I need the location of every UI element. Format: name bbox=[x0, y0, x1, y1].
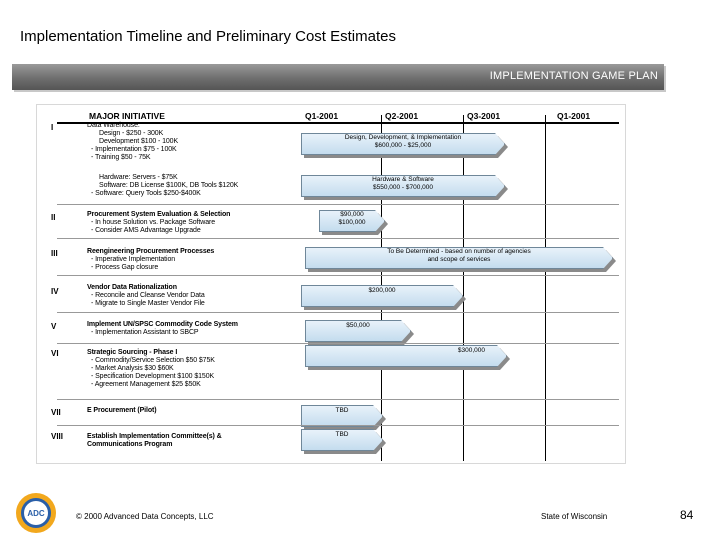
initiative-detail: - Imperative Implementation bbox=[91, 256, 176, 263]
client-name: State of Wisconsin bbox=[541, 512, 608, 521]
initiative-detail: Software: DB License $100K, DB Tools $120K bbox=[99, 182, 239, 189]
row-number: IV bbox=[51, 287, 59, 296]
timeline-bar bbox=[305, 345, 507, 367]
adc-logo bbox=[14, 491, 58, 535]
initiative-detail: Hardware: Servers - $75K bbox=[99, 174, 178, 181]
bar-amount: and scope of services bbox=[427, 256, 491, 263]
bar-label: $90,000 bbox=[340, 211, 364, 218]
initiative-title: Procurement System Evaluation & Selection bbox=[87, 211, 231, 218]
initiative-detail: - Implementation $75 - 100K bbox=[91, 146, 177, 153]
initiative-detail: Design - $250 - 300K bbox=[99, 130, 164, 137]
initiative-detail: - Training $50 - 75K bbox=[91, 154, 151, 161]
header-q1: Q1-2001 bbox=[305, 111, 339, 121]
bar-label: To Be Determined - based on number of agencies bbox=[387, 248, 531, 255]
initiative-detail: - Agreement Management $25 $50K bbox=[91, 381, 201, 388]
bar-amount: $600,000 - $25,000 bbox=[374, 142, 432, 149]
initiative-detail: - In house Solution vs. Package Software bbox=[91, 219, 216, 226]
bar-label: Hardware & Software bbox=[372, 176, 434, 183]
row-divider bbox=[57, 425, 619, 426]
header-rule bbox=[57, 122, 619, 124]
row-number: I bbox=[51, 123, 54, 132]
initiative-detail: - Commodity/Service Selection $50 $75K bbox=[91, 357, 215, 364]
initiative-title: Establish Implementation Committee(s) & bbox=[87, 433, 222, 440]
initiative-detail: - Consider AMS Advantage Upgrade bbox=[91, 227, 201, 234]
row-divider bbox=[57, 399, 619, 400]
initiative-title: Strategic Sourcing - Phase I bbox=[87, 349, 178, 356]
timeline-bar bbox=[305, 247, 613, 269]
header-q4: Q1-2001 bbox=[557, 111, 591, 121]
initiative-detail: - Migrate to Single Master Vendor File bbox=[91, 300, 205, 307]
initiative-title: Data Warehouse: bbox=[87, 122, 140, 129]
bar-amount: TBD bbox=[335, 407, 349, 414]
copyright-text: © 2000 Advanced Data Concepts, LLC bbox=[76, 512, 214, 521]
bar-amount: TBD bbox=[335, 431, 349, 438]
timeline-bar bbox=[301, 175, 505, 197]
initiative-detail: - Reconcile and Cleanse Vendor Data bbox=[91, 292, 205, 299]
initiative-detail: - Software: Query Tools $250-$400K bbox=[91, 190, 201, 197]
initiative-title: Reengineering Procurement Processes bbox=[87, 248, 215, 255]
timeline-table bbox=[36, 104, 626, 464]
row-number: II bbox=[51, 213, 56, 222]
initiative-detail: - Market Analysis $30 $60K bbox=[91, 365, 174, 372]
initiative-detail: - Process Gap closure bbox=[91, 264, 159, 271]
timeline-bar bbox=[305, 320, 411, 342]
header-q3: Q3-2001 bbox=[467, 111, 501, 121]
row-divider bbox=[57, 312, 619, 313]
header-major-initiative: MAJOR INITIATIVE bbox=[89, 111, 165, 121]
quarter-divider bbox=[463, 115, 464, 461]
row-divider bbox=[57, 275, 619, 276]
row-number: VI bbox=[51, 349, 59, 358]
banner-label: IMPLEMENTATION GAME PLAN bbox=[489, 70, 658, 82]
timeline-bar bbox=[301, 405, 383, 427]
initiative-detail: - Implementation Assistant to SBCP bbox=[91, 329, 199, 336]
row-number: III bbox=[51, 249, 58, 258]
initiative-title: Vendor Data Rationalization bbox=[87, 284, 177, 291]
page-title: Implementation Timeline and Preliminary Cost Estimates bbox=[20, 28, 396, 45]
timeline-bar bbox=[301, 285, 463, 307]
row-number: V bbox=[51, 322, 57, 331]
bar-amount: $50,000 bbox=[346, 322, 370, 329]
page-number: 84 bbox=[680, 508, 694, 522]
initiative-detail: - Specification Development $100 $150K bbox=[91, 373, 215, 380]
logo-text: ADC bbox=[27, 509, 45, 518]
row-divider bbox=[57, 238, 619, 239]
bar-amount: $300,000 bbox=[457, 347, 485, 354]
initiative-title: Implement UN/SPSC Commodity Code System bbox=[87, 321, 238, 328]
initiative-detail: Development $100 - 100K bbox=[99, 138, 179, 145]
bar-amount: $550,000 - $700,000 bbox=[373, 184, 433, 191]
timeline-bar bbox=[319, 210, 385, 232]
row-divider bbox=[57, 343, 619, 344]
bar-amount: $100,000 bbox=[338, 219, 366, 226]
initiative-title: E Procurement (Pilot) bbox=[87, 407, 157, 414]
initiative-title: Communications Program bbox=[87, 441, 173, 448]
timeline-bar bbox=[301, 429, 383, 451]
bar-label: Design, Development, & Implementation bbox=[344, 134, 462, 141]
bar-amount: $200,000 bbox=[368, 287, 396, 294]
timeline-bar bbox=[301, 133, 505, 155]
row-number: VII bbox=[51, 408, 61, 417]
row-number: VIII bbox=[51, 432, 64, 441]
row-divider bbox=[57, 204, 619, 205]
section-banner bbox=[12, 64, 664, 90]
quarter-divider bbox=[545, 115, 546, 461]
header-q2: Q2-2001 bbox=[385, 111, 419, 121]
